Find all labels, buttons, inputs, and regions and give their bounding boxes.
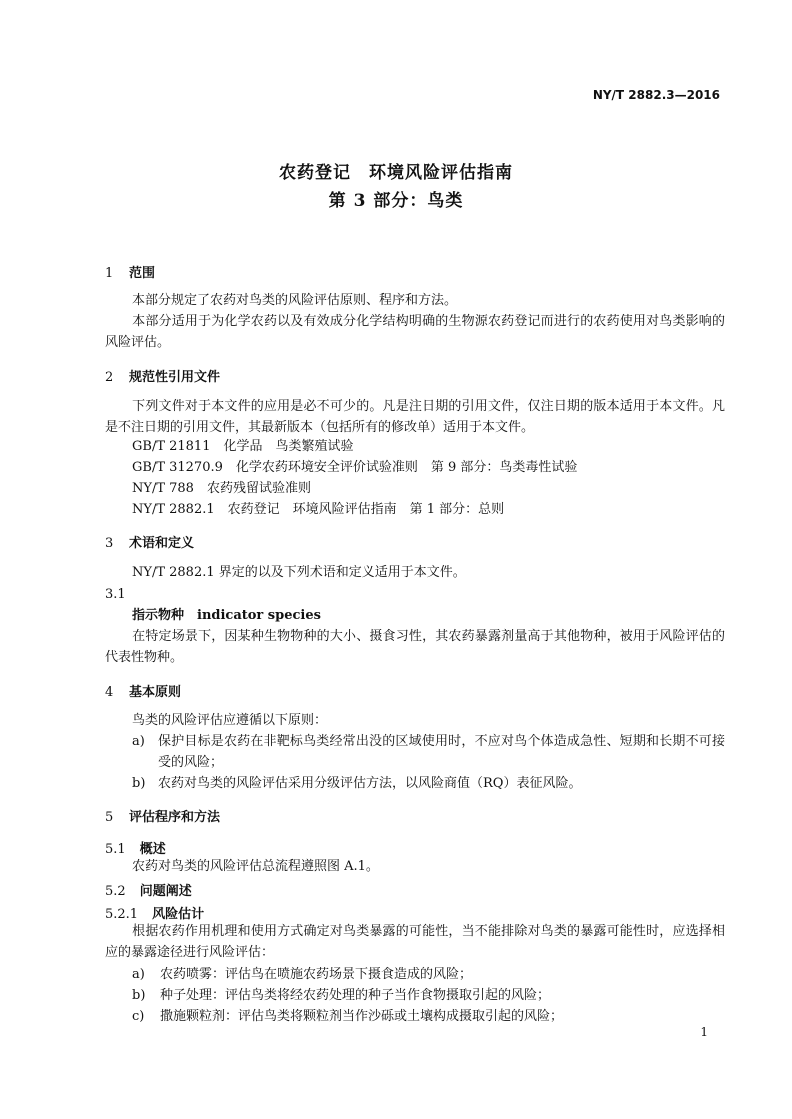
- term-definition: 在特定场景下，因某种生物物种的大小、摄食习性，其农药暴露剂量高于其他物种，被用于风险评估的代表性物种。: [105, 629, 725, 665]
- subsection-heading-5-1: 5.1 概述: [105, 842, 166, 857]
- section-heading-5: 5 评估程序和方法: [105, 810, 221, 825]
- paragraph: 本部分适用于为化学农药以及有效成分化学结构明确的生物源农药登记而进行的农药使用对鸟类影响的风险评估。: [105, 314, 725, 350]
- standard-code: NY/T 2882.3—2016: [592, 88, 720, 102]
- term-number: 3.1: [105, 587, 126, 602]
- list-item: 农药对鸟类的风险评估采用分级评估方法，以风险商值（RQ）表征风险。: [158, 776, 582, 791]
- list-item: 种子处理：评估鸟类将经农药处理的种子当作食物摄取引起的风险；: [160, 988, 551, 1003]
- list-item-marker: a): [132, 967, 145, 982]
- list-item: 保护目标是农药在非靶标鸟类经常出没的区域使用时，不应对鸟个体造成急性、短期和长期不可接受的风险；: [158, 734, 725, 770]
- paragraph: 鸟类的风险评估应遵循以下原则：: [132, 713, 328, 728]
- list-item-marker: b): [132, 776, 146, 791]
- page-number: 1: [700, 1025, 708, 1039]
- document-title: 农药登记 环境风险评估指南: [279, 163, 513, 183]
- term-name: 指示物种 indicator species: [132, 608, 321, 623]
- list-item-marker: c): [132, 1009, 145, 1024]
- paragraph: 下列文件对于本文件的应用是必不可少的。凡是注日期的引用文件，仅注日期的版本适用于本文件。凡是不注日期的引用文件，其最新版本（包括所有的修改单）适用于本文件。: [105, 399, 725, 435]
- paragraph: 根据农药作用机理和使用方式确定对鸟类暴露的可能性，当不能排除对鸟类的暴露可能性时，应选择相应的暴露途径进行风险评估：: [105, 924, 725, 960]
- list-item: 农药喷雾：评估鸟在喷施农药场景下摄食造成的风险；: [160, 967, 473, 982]
- reference-item: NY/T 2882.1 农药登记 环境风险评估指南 第 1 部分：总则: [132, 502, 505, 517]
- document-subtitle: 第 3 部分：鸟类: [328, 191, 464, 211]
- reference-item: GB/T 31270.9 化学农药环境安全评价试验准则 第 9 部分：鸟类毒性试验: [132, 460, 578, 475]
- paragraph: 农药对鸟类的风险评估总流程遵照图 A.1。: [132, 859, 379, 874]
- subsection-heading-5-2: 5.2 问题阐述: [105, 884, 192, 899]
- list-item: 撒施颗粒剂：评估鸟类将颗粒剂当作沙砾或土壤构成摄取引起的风险；: [160, 1009, 564, 1024]
- reference-item: GB/T 21811 化学品 鸟类繁殖试验: [132, 439, 354, 454]
- reference-item: NY/T 788 农药残留试验准则: [132, 481, 311, 496]
- subsection-heading-5-2-1: 5.2.1 风险估计: [105, 907, 205, 922]
- section-heading-1: 1 范围: [105, 266, 156, 281]
- paragraph: NY/T 2882.1 界定的以及下列术语和定义适用于本文件。: [132, 565, 466, 580]
- paragraph: 本部分规定了农药对鸟类的风险评估原则、程序和方法。: [132, 293, 458, 308]
- section-heading-2: 2 规范性引用文件: [105, 370, 221, 385]
- list-item-marker: b): [132, 988, 146, 1003]
- list-item-marker: a): [132, 734, 145, 749]
- section-heading-4: 4 基本原则: [105, 685, 182, 700]
- section-heading-3: 3 术语和定义: [105, 536, 195, 551]
